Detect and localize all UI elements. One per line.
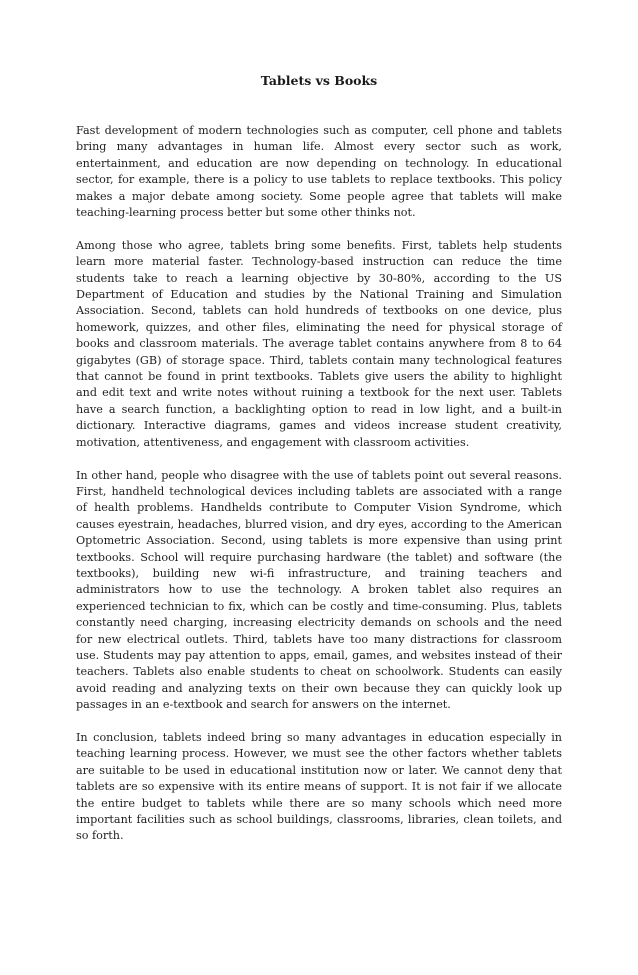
paragraph-introduction: Fast development of modern technologies such as computer, cell phone and tablets bring many advantages in human life. Almost every sector such as work, entertainment, and education are now depending on technology. In educational sector, for example, there is a policy to use tablets to replace textbooks. This policy makes a major debate among society. Some people agree that tablets will make teaching-learning process better but some other thinks not.	[76, 124, 562, 220]
document-title: Tablets vs Books	[260, 73, 378, 88]
document-body	[76, 123, 562, 861]
paragraph-conclusion: In conclusion, tablets indeed bring so many advantages in education especially in teaching learning process. However, we must see the other factors whether tablets are suitable to be used in educational institution now or later. We cannot deny that tablets are so expensive with its entire means of support. It is not fair if we allocate the entire budget to tablets while there are so many schools which need more important facilities such as school buildings, classrooms, libraries, clean toilets, and so forth.	[76, 730, 562, 843]
paragraph-drawbacks: In other hand, people who disagree with the use of tablets point out several reasons. First, handheld technological devices including tablets are associated with a range of health problems. Handhelds contribute to Computer Vision Syndrome, which causes eyestrain, headaches, blurred vision, and dry eyes, according to the American Optometric Association. Second, using tablets is more expensive than using print textbooks. School will require purchasing hardware (the tablet) and software (the textbooks), building new wi-fi infrastructure, and training teachers and administrators how to use the technology. A broken tablet also requires an experienced technician to fix, which can be costly and time-consuming. Plus, tablets constantly need charging, increasing electricity demands on schools and the need for new electrical outlets. Third, tablets have too many distractions for classroom use. Students may pay attention to apps, email, games, and websites instead of their teachers. Tablets also enable students to cheat on schoolwork. Students can easily avoid reading and analyzing texts on their own because they can quickly look up passages in an e-textbook and search for answers on the internet.	[76, 468, 562, 712]
paragraph-benefits: Among those who agree, tablets bring some benefits. First, tablets help students learn more material faster. Technology-based instruction can reduce the time students take to reach a learning objective by 30-80%, according to the US Department of Education and studies by the National Training and Simulation Association. Second, tablets can hold hundreds of textbooks on one device, plus homework, quizzes, and other files, eliminating the need for physical storage of books and classroom materials. The average tablet contains anywhere from 8 to 64 gigabytes (GB) of storage space. Third, tablets contain many technological features that cannot be found in print textbooks. Tablets give users the ability to highlight and edit text and write notes without ruining a textbook for the next user. Tablets have a search function, a backlighting option to read in low light, and a built-in dictionary. Interactive diagrams, games and videos increase student creativity, motivation, attentiveness, and engagement with classroom activities.	[76, 238, 562, 449]
